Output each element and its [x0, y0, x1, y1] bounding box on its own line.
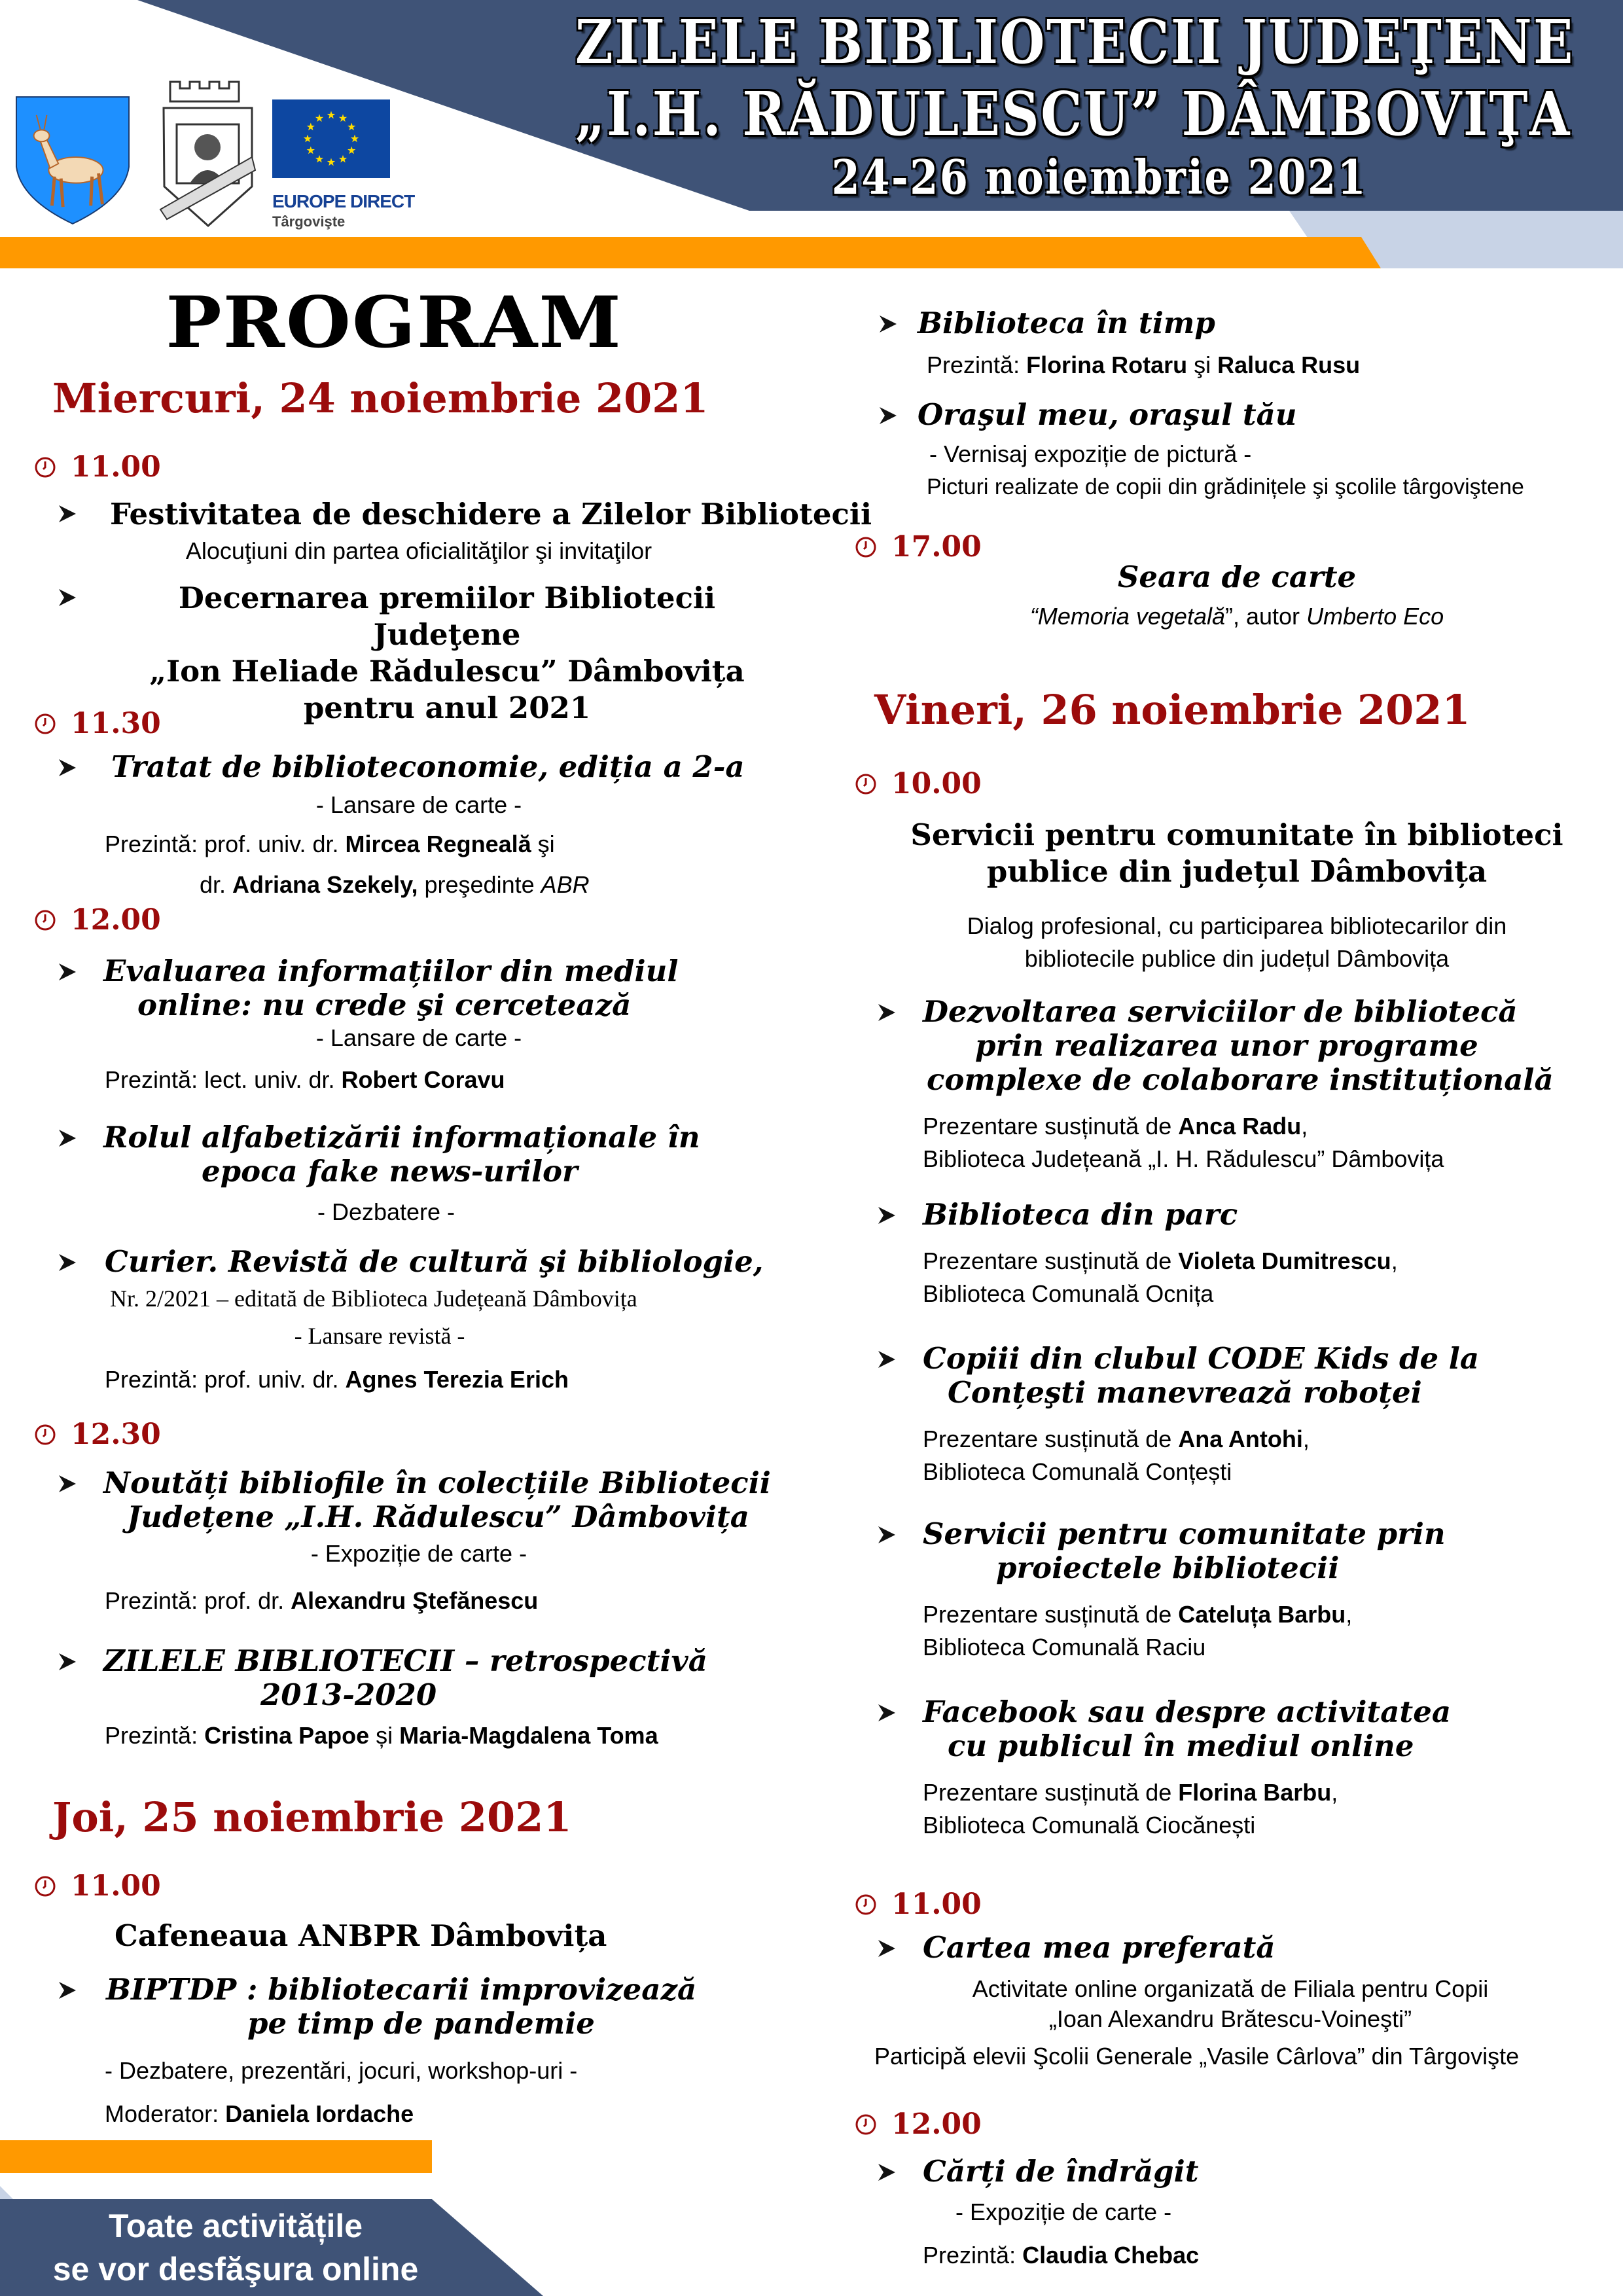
event-title-line-1: ZILELE BIBLIOTECII JUDEŢENE [575, 7, 1575, 77]
item-title-line-1: Dezvoltarea serviciilor de bibliotecă [923, 994, 1518, 1029]
time-slot [34, 1418, 161, 1451]
day-heading-friday: Vineri, 26 noiembrie 2021 [874, 686, 1471, 734]
item-moderator: Moderator: Daniela Iordache [105, 2100, 414, 2127]
item-title: Festivitatea de deschidere a Zilelor Bibliotecii [110, 497, 872, 531]
item-title-line-1: Evaluarea informațiilor din mediul [103, 954, 679, 988]
arrow-bullet-icon [58, 588, 77, 607]
clock-icon [34, 1875, 56, 1897]
item-type: - Expoziție de carte - [310, 1540, 527, 1567]
arrow-bullet-icon [58, 758, 77, 778]
item-presenter: Prezintă: prof. univ. dr. Agnes Terezia Erich [105, 1366, 569, 1393]
item-book: “Memoria vegetală”, autor Umberto Eco [1029, 603, 1444, 630]
item-title-line-1: Decernarea premiilor Bibliotecii Judeţene [178, 581, 716, 652]
item-title: Cartea mea preferată [923, 1930, 1275, 1965]
item-title-line-2: Județene „I.H. Rădulescu” Dâmbovița [127, 1499, 749, 1534]
program-title: PROGRAM [166, 281, 622, 364]
item-title-line-1: Rolul alfabetizării informaționale în [103, 1120, 700, 1155]
time-label: 11.00 [71, 450, 161, 484]
item-title-line-1: Copiii din clubul CODE Kids de la [923, 1341, 1480, 1376]
clock-icon [34, 1424, 56, 1446]
day-heading-wednesday: Miercuri, 24 noiembrie 2021 [52, 374, 709, 422]
time-label: 17.00 [891, 530, 982, 564]
session-heading-line-2: publice din județul Dâmbovița [986, 854, 1488, 889]
item-title-line-3: complexe de colaborare instituțională [927, 1062, 1554, 1097]
presenter-organization: Biblioteca Comunală Ciocănești [923, 1812, 1256, 1839]
presenter-name: Claudia Chebac [1022, 2242, 1200, 2269]
presenter-name: Cateluța Barbu [1178, 1601, 1346, 1628]
item-presenter: Prezintă: prof. univ. dr. Mircea Regneală şi [105, 831, 555, 857]
item-title-line-1: Noutăți bibliofile în colecțiile Bibliotecii [103, 1465, 771, 1500]
program-item [877, 1517, 1446, 1664]
time-slot [34, 1869, 161, 1903]
presenter-name: Anca Radu [1178, 1113, 1302, 1139]
arrow-bullet-icon [877, 1703, 897, 1723]
program-item [58, 1644, 707, 1712]
item-presenter: Prezintă: Cristina Papoe și Maria-Magdalena Toma [105, 1722, 658, 1749]
item-title: Seara de carte [1117, 560, 1357, 594]
time-slot [855, 530, 982, 564]
item-title-line-2: „Ion Heliade Rădulescu” Dâmbovița [149, 654, 745, 689]
session-heading-line-1: Servicii pentru comunitate în biblioteci [910, 817, 1563, 852]
time-slot [855, 1888, 982, 1921]
item-title: Biblioteca în timp [918, 306, 1215, 340]
item-presenter: Prezentare susținută de Cateluța Barbu, Biblioteca Comunală Raciu [923, 1598, 1446, 1664]
arrow-bullet-icon [58, 962, 77, 982]
time-label: 11.00 [891, 1888, 982, 1921]
item-presenter: Prezintă: lect. univ. dr. Robert Coravu [105, 1066, 505, 1093]
presenter-name: Mircea Regneală [345, 831, 531, 857]
item-title-line-1: ZILELE BIBLIOTECII – retrospectivă [103, 1643, 707, 1678]
presenter-name: Raluca Rusu [1217, 351, 1361, 378]
program-item [877, 995, 1554, 1175]
arrow-bullet-icon [58, 504, 77, 524]
item-presenter: Prezentare susținută de Anca Radu, Biblioteca Județeană „I. H. Rădulescu” Dâmbovița [923, 1110, 1554, 1175]
presenter-organization: Biblioteca Comunală Conțești [923, 1458, 1232, 1485]
presenter-name: Florina Rotaru [1026, 351, 1188, 378]
arrow-bullet-icon [877, 1939, 897, 1958]
arrow-bullet-icon [58, 1652, 77, 1672]
clock-icon [34, 909, 56, 931]
program-item [878, 398, 1297, 432]
program-item [877, 1931, 1275, 1965]
europe-direct-city: Târgovişte [272, 213, 346, 230]
presenter-organization: Biblioteca Comunală Raciu [923, 1634, 1206, 1660]
clock-icon [34, 713, 56, 735]
event-dates: 24-26 noiembrie 2021 [831, 149, 1368, 205]
time-label: 12.00 [891, 2108, 982, 2141]
program-item [58, 1121, 700, 1189]
author-name: Umberto Eco [1306, 603, 1444, 630]
arrow-bullet-icon [58, 1253, 77, 1272]
clock-icon [855, 536, 877, 558]
presenter-organization: Biblioteca Comunală Ocnița [923, 1280, 1214, 1307]
arrow-bullet-icon [58, 1128, 77, 1148]
item-type: - Expoziție de carte - [955, 2198, 1172, 2225]
arrow-bullet-icon [877, 1003, 897, 1022]
program-item [877, 2155, 1198, 2189]
item-title: Curier. Revistă de cultură şi bibliologie, [105, 1244, 764, 1279]
item-title: Cărți de îndrăgit [923, 2154, 1199, 2189]
item-title-line-2: pe timp de pandemie [247, 2006, 595, 2041]
item-title-line-1: BIPTDP : bibliotecarii improvizează [106, 1972, 697, 2007]
presenter-name: Violeta Dumitrescu [1178, 1247, 1391, 1274]
item-title-line-2: prin realizarea unor programe [975, 1028, 1478, 1063]
item-type: - Dezbatere - [317, 1198, 455, 1225]
item-title: Oraşul meu, oraşul tău [918, 397, 1297, 432]
item-participants: Participă elevii Şcolii Generale „Vasile Cârlova” din Târgovişte [874, 2043, 1520, 2070]
item-title-line-1: Facebook sau despre activitatea [923, 1695, 1451, 1729]
item-type: - Lansare de carte - [315, 791, 522, 818]
program-item [58, 750, 745, 784]
item-detail: Picturi realizate de copii din grădinițele şi şcolile târgoviştene [927, 475, 1524, 499]
presenter-name: Maria-Magdalena Toma [399, 1722, 658, 1749]
item-title-line-2: epoca fake news-urilor [202, 1154, 578, 1189]
item-title-line-1: Biblioteca din parc [923, 1197, 1238, 1232]
item-title-line-2: proiectele bibliotecii [996, 1551, 1340, 1585]
presenter-name: Adriana Szekely, [232, 871, 418, 898]
program-item [878, 306, 1215, 340]
session-heading: Cafeneaua ANBPR Dâmbovița [115, 1918, 607, 1953]
item-title-line-2: online: nu crede şi cercetează [137, 988, 632, 1022]
moderator-name: Daniela Iordache [225, 2100, 414, 2127]
program-item [58, 1245, 763, 1279]
program-item [58, 1466, 771, 1534]
session-description: Dialog profesional, cu participarea bibliotecarilor din bibliotecile publice din județul Dâmbovița [967, 912, 1507, 972]
item-type: - Vernisaj expoziție de pictură - [929, 440, 1252, 467]
time-label: 11.00 [71, 1869, 161, 1903]
arrow-bullet-icon [877, 1525, 897, 1545]
footer-line-2: se vor desfăşura online [52, 2251, 419, 2287]
presenter-name: Florina Barbu [1178, 1779, 1332, 1806]
arrow-bullet-icon [58, 1981, 77, 2000]
time-slot [34, 903, 161, 937]
item-type: - Lansare de carte - [315, 1024, 522, 1051]
item-presenter: Prezentare susținută de Florina Barbu, Biblioteca Comunală Ciocănești [923, 1776, 1451, 1842]
item-presenter: Prezentare susținută de Violeta Dumitrescu, Biblioteca Comunală Ocnița [923, 1245, 1398, 1310]
arrow-bullet-icon [878, 314, 898, 334]
time-label: 12.30 [71, 1418, 161, 1451]
item-title: Tratat de biblioteconomie, ediția a 2-a [111, 749, 745, 784]
item-presenter-2: dr. Adriana Szekely, preşedinte ABR [200, 871, 590, 898]
footer-light-corner [0, 2186, 13, 2199]
time-slot [34, 707, 161, 740]
time-label: 12.00 [71, 903, 161, 937]
item-title-line-1: Servicii pentru comunitate prin [923, 1516, 1446, 1551]
program-item [58, 580, 784, 726]
clock-icon [34, 456, 56, 478]
presenter-name: Cristina Papoe [204, 1722, 370, 1749]
time-slot [34, 450, 161, 484]
arrow-bullet-icon [877, 1350, 897, 1369]
clock-icon [855, 2113, 877, 2136]
clock-icon [855, 1893, 877, 1916]
time-label: 10.00 [891, 767, 982, 800]
item-presenter: Prezentare susținută de Ana Antohi, Biblioteca Comunală Conțești [923, 1423, 1479, 1488]
item-detail: Nr. 2/2021 – editată de Biblioteca Județeană Dâmbovița [110, 1285, 637, 1312]
item-presenter: Prezintă: prof. dr. Alexandru Ştefănescu [105, 1587, 539, 1614]
footer-line-1: Toate activitățile [108, 2208, 363, 2244]
header-orange-band [0, 237, 1381, 268]
time-slot [855, 767, 982, 800]
item-title-line-3: pentru anul 2021 [303, 691, 591, 725]
time-slot [855, 2108, 982, 2141]
item-presenter: Prezintă: Florina Rotaru şi Raluca Rusu [927, 351, 1361, 378]
item-title-line-2: 2013-2020 [260, 1677, 437, 1712]
item-subtitle: Alocuţiuni din partea oficialităţilor şi invitaţilor [185, 537, 652, 564]
presenter-name: Alexandru Ştefănescu [291, 1587, 539, 1614]
time-label: 11.30 [71, 707, 161, 740]
arrow-bullet-icon [877, 1206, 897, 1225]
deer-shield-icon [14, 95, 131, 226]
day-heading-thursday: Joi, 25 noiembrie 2021 [52, 1793, 572, 1841]
eu-flag-icon [272, 99, 390, 178]
footer-orange-bar [0, 2140, 432, 2173]
item-type: - Dezbatere, prezentări, jocuri, workshop-uri - [105, 2057, 578, 2084]
presenter-name: Ana Antohi [1178, 1426, 1303, 1452]
program-item [877, 1695, 1451, 1842]
program-item [877, 1342, 1479, 1488]
clock-icon [855, 773, 877, 795]
book-title: Memoria vegetală [1037, 603, 1225, 630]
item-type: - Lansare revistă - [294, 1323, 465, 1349]
presenter-name: Agnes Terezia Erich [345, 1366, 569, 1393]
library-emblem-icon [154, 79, 262, 229]
europe-direct-title: EUROPE DIRECT [272, 191, 415, 211]
presenter-name: Robert Coravu [341, 1066, 505, 1093]
event-title-line-2: „I.H. RĂDULESCU” DÂMBOVIŢA [575, 79, 1571, 149]
arrow-bullet-icon [877, 2162, 897, 2182]
program-item [58, 496, 872, 533]
item-title-line-2: cu publicul în mediul online [948, 1729, 1414, 1763]
item-description: Activitate online organizată de Filiala pentru Copii „Ioan Alexandru Brătescu-Voineşti” [972, 1975, 1489, 2032]
arrow-bullet-icon [878, 406, 898, 425]
presenter-organization: Biblioteca Județeană „I. H. Rădulescu” Dâmbovița [923, 1145, 1444, 1172]
item-presenter: Prezintă: Claudia Chebac [923, 2242, 1200, 2269]
item-title-line-2: Conțeşti manevrează roboței [948, 1375, 1422, 1410]
session-heading [851, 817, 1623, 890]
arrow-bullet-icon [58, 1474, 77, 1494]
program-item [58, 954, 678, 1022]
program-item [877, 1198, 1398, 1310]
program-item [58, 1973, 696, 2041]
